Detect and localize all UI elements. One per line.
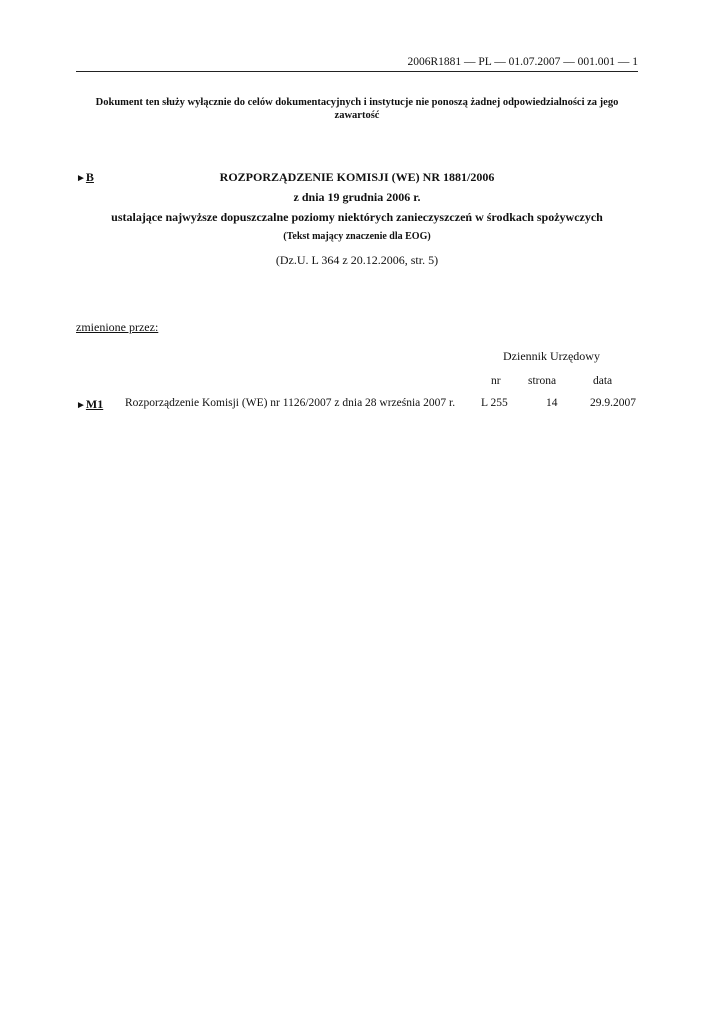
official-journal-reference: (Dz.U. L 364 z 20.12.2006, str. 5) (275, 253, 439, 267)
disclaimer: Dokument ten służy wyłącznie do celów dokumentacyjnych i instytucje nie ponoszą żadnej odpowiedzialności za jego zawartość (95, 97, 619, 121)
eea-relevance-note: (Tekst mający znaczenie dla EOG) (283, 231, 431, 242)
marker-arrow-icon: ► (76, 173, 86, 184)
regulation-subject: ustalające najwyższe dopuszczalne poziomy niektórych zanieczyszczeń w środkach spożywczych (111, 210, 603, 224)
amended-by-label: zmienione przez: (76, 320, 159, 334)
official-journal-header: Dziennik Urzędowy (503, 349, 600, 363)
regulation-title: ROZPORZĄDZENIE KOMISJI (WE) NR 1881/2006 (219, 170, 495, 184)
amendment-strona: 14 (546, 397, 558, 409)
base-act-marker-code: B (85, 170, 94, 184)
header-rule (76, 71, 638, 72)
column-header-strona: strona (528, 375, 557, 387)
amendment-description: Rozporządzenie Komisji (WE) nr 1126/2007 z dnia 28 września 2007 r. (125, 397, 456, 409)
amendment-data: 29.9.2007 (590, 397, 636, 409)
column-header-nr: nr (491, 375, 501, 387)
amendment-marker-code: M1 (85, 397, 104, 411)
amendment-marker-m1[interactable] (76, 397, 103, 412)
regulation-date: z dnia 19 grudnia 2006 r. (293, 190, 421, 204)
marker-arrow-icon: ► (76, 400, 86, 411)
column-header-data: data (593, 375, 613, 387)
amendment-nr: L 255 (481, 397, 508, 409)
document-reference: 2006R1881 — PL — 01.07.2007 — 001.001 — 1 (407, 56, 638, 68)
